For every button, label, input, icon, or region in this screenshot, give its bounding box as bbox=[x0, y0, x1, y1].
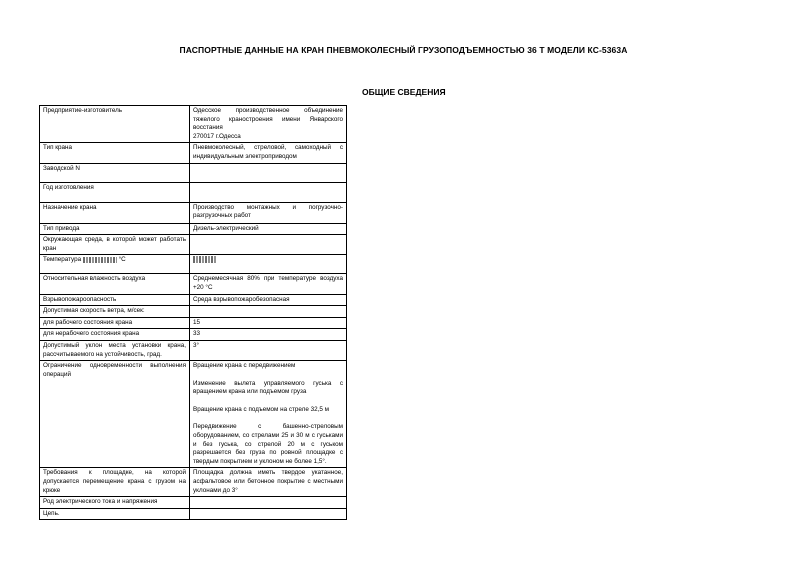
row-value bbox=[190, 235, 347, 255]
row-label: Взрывопожароопасность bbox=[40, 294, 190, 306]
table-row bbox=[40, 106, 347, 143]
table-row bbox=[40, 340, 347, 360]
temperature-label: Температура bbox=[43, 256, 82, 264]
row-value: Производство монтажных и погрузочно-разгрузочных работ bbox=[190, 202, 347, 223]
row-label: Допустимый уклон места установки крана, рассчитываемого на устойчивость, град. bbox=[40, 340, 190, 360]
table-row bbox=[40, 223, 347, 235]
table-row bbox=[40, 182, 347, 202]
table-row bbox=[40, 329, 347, 341]
table-row bbox=[40, 274, 347, 294]
row-label: Заводской N bbox=[40, 163, 190, 182]
manufacturer-name: Одесское производственное объединение тяжелого краностроения имени Январского восстания bbox=[193, 107, 343, 132]
row-value bbox=[190, 255, 347, 274]
row-label: Тип привода bbox=[40, 223, 190, 235]
row-label: Назначение крана bbox=[40, 202, 190, 223]
row-value: Дизель-электрический bbox=[190, 223, 347, 235]
row-label: Тип крана bbox=[40, 143, 190, 163]
row-label: Ограничение одновременности выполнения операций bbox=[40, 361, 190, 468]
row-value: 33 bbox=[190, 329, 347, 341]
row-value bbox=[190, 106, 347, 143]
temperature-unit: °С bbox=[118, 256, 126, 264]
document-title: ПАСПОРТНЫЕ ДАННЫЕ НА КРАН ПНЕВМОКОЛЕСНЫЙ ГРУЗОПОДЪЕМНОСТЬЮ 36 Т МОДЕЛИ КС-5363А bbox=[179, 45, 628, 55]
row-value: 15 bbox=[190, 317, 347, 329]
row-value: Площадка должна иметь твердое укатанное, асфальтовое или бетонное покрытие с местными уклонами до 3° bbox=[190, 468, 347, 497]
row-label bbox=[40, 255, 190, 274]
row-label: Допустимая скорость ветра, м/сек: bbox=[40, 306, 190, 318]
row-value: Среда взрывопожаробезопасная bbox=[190, 294, 347, 306]
row-value bbox=[190, 163, 347, 182]
limit-item: Изменение вылета управляемого гуська с вращением крана или подъемом груза bbox=[193, 379, 343, 396]
limit-item: Вращение крана с подъемом на стреле 32,5 м bbox=[193, 405, 329, 413]
row-label: для рабочего состояния крана bbox=[40, 317, 190, 329]
row-label: Цепь. bbox=[40, 508, 190, 520]
row-label: Год изготовления bbox=[40, 182, 190, 202]
manufacturer-address: 270017 г.Одесса bbox=[193, 132, 241, 140]
table-row bbox=[40, 143, 347, 163]
table-row bbox=[40, 163, 347, 182]
row-label: Окружающая среда, в которой может работать кран bbox=[40, 235, 190, 255]
table-row bbox=[40, 317, 347, 329]
row-label: для нерабочего состояния крана bbox=[40, 329, 190, 341]
row-value bbox=[190, 182, 347, 202]
limit-item: Передвижение с башенно-стреловым оборудованием, со стрелами 25 и 30 м с гуськами и без гуська, со стрелой 20 м с гуськом разрешается без груза по ровной площадке с твердым покрытием и уклоном не более 1,5°. bbox=[193, 423, 343, 465]
row-value: Пневмоколесный, стреловой, самоходный с индивидуальным электроприводом bbox=[190, 143, 347, 163]
table-row bbox=[40, 361, 347, 468]
table-row bbox=[40, 497, 347, 509]
table-row bbox=[40, 508, 347, 520]
table-row bbox=[40, 468, 347, 497]
row-value bbox=[190, 361, 347, 468]
table-row bbox=[40, 202, 347, 223]
row-label: Предприятие-изготовитель bbox=[40, 106, 190, 143]
limit-item: Вращение крана с передвижением bbox=[193, 362, 296, 370]
section-title: ОБЩИЕ СВЕДЕНИЯ bbox=[362, 87, 446, 97]
table-row bbox=[40, 255, 347, 274]
row-value bbox=[190, 497, 347, 509]
row-label: Род электрического тока и напряжения bbox=[40, 497, 190, 509]
row-value bbox=[190, 508, 347, 520]
row-label: Относительная влажность воздуха bbox=[40, 274, 190, 294]
table-row bbox=[40, 235, 347, 255]
passport-table bbox=[39, 105, 347, 520]
row-value: 3° bbox=[190, 340, 347, 360]
row-value bbox=[190, 306, 347, 318]
table-row bbox=[40, 306, 347, 318]
table-row bbox=[40, 294, 347, 306]
temperature-value-illegible bbox=[193, 256, 217, 263]
temperature-range-illegible bbox=[83, 257, 117, 263]
row-value: Среднемесячная 80% при температуре воздуха +20 °С bbox=[190, 274, 347, 294]
row-label: Требования к площадке, на которой допускается перемещение крана с грузом на крюке bbox=[40, 468, 190, 497]
